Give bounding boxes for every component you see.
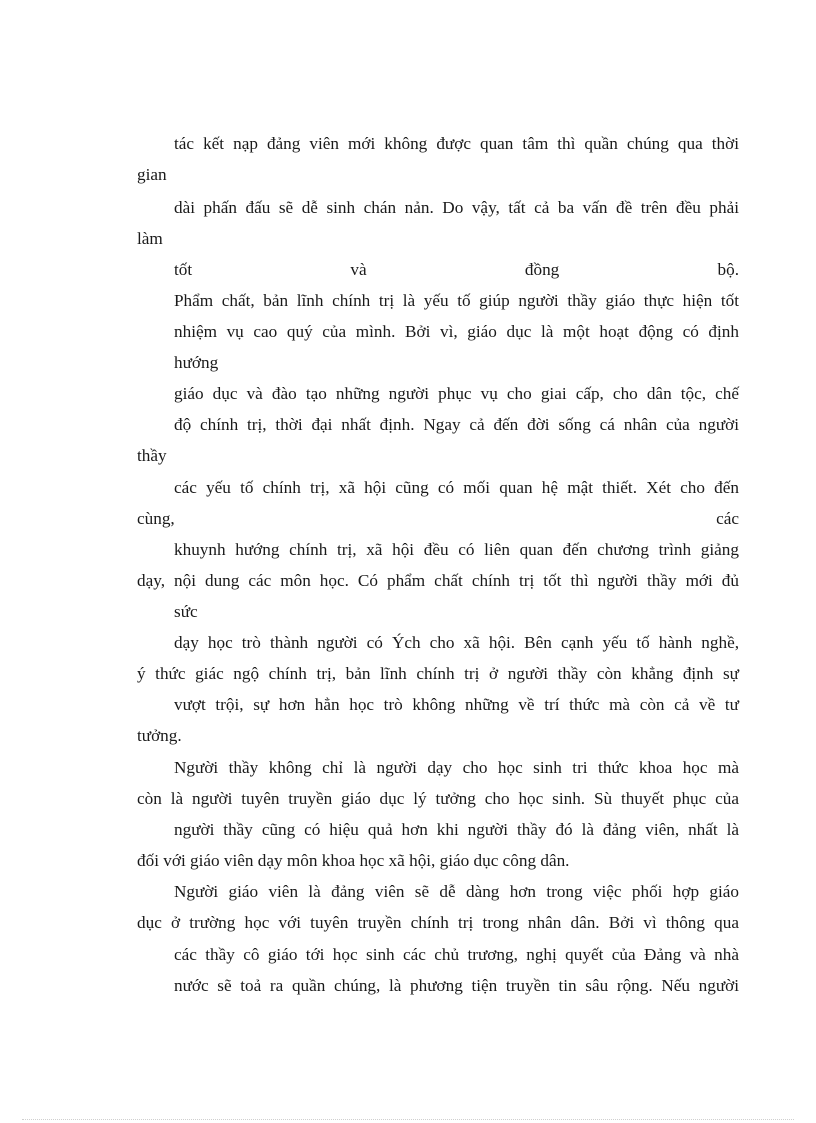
page-bottom-divider — [22, 1119, 794, 1120]
text-line: hướng — [174, 353, 219, 372]
text-line: thầy — [137, 446, 167, 465]
text-line: tốt và đồng bộ. — [174, 260, 739, 279]
text-line: dạy học trò thành người có Ých cho xã hội. Bên cạnh yếu tố hành nghề, — [174, 633, 739, 652]
text-line: khuynh hướng chính trị, xã hội đều có liên quan đến chương trình giảng — [174, 540, 739, 559]
text-line: gian — [137, 165, 167, 184]
text-line: Người thầy không chỉ là người dạy cho học sinh tri thức khoa học mà — [174, 758, 739, 777]
text-line: đối với giáo viên dạy môn khoa học xã hội, giáo dục công dân. — [137, 851, 570, 870]
text-line: nước sẽ toả ra quần chúng, là phương tiện truyền tin sâu rộng. Nếu người — [174, 976, 739, 995]
text-line: vượt trội, sự hơn hẳn học trò không những về trí thức mà còn cả về tư — [174, 695, 739, 714]
text-line: giáo dục và đào tạo những người phục vụ cho giai cấp, cho dân tộc, chế — [174, 384, 739, 403]
text-line: còn là người tuyên truyền giáo dục lý tưởng cho học sinh. Sù thuyết phục của — [137, 789, 739, 808]
text-line: làm — [137, 229, 163, 248]
text-line: các thầy cô giáo tới học sinh các chủ trương, nghị quyết của Đảng và nhà — [174, 945, 739, 964]
text-line: Phẩm chất, bản lĩnh chính trị là yếu tố giúp người thầy giáo thực hiện tốt — [174, 291, 739, 310]
text-line: sức — [174, 602, 198, 621]
text-line: tác kết nạp đảng viên mới không được quan tâm thì quần chúng qua thời — [174, 134, 739, 153]
text-line: dài phấn đấu sẽ dễ sinh chán nản. Do vậy, tất cả ba vấn đề trên đều phải — [174, 198, 739, 217]
text-line: người thầy cũng có hiệu quả hơn khi người thầy đó là đảng viên, nhất là — [174, 820, 739, 839]
text-line: dạy, nội dung các môn học. Có phẩm chất chính trị tốt thì người thầy mới đủ — [137, 571, 739, 590]
text-line: Người giáo viên là đảng viên sẽ dễ dàng hơn trong việc phối hợp giáo — [174, 882, 739, 901]
text-line: tưởng. — [137, 726, 182, 745]
text-line: các yếu tố chính trị, xã hội cũng có mối quan hệ mật thiết. Xét cho đến — [174, 478, 739, 497]
text-line: độ chính trị, thời đại nhất định. Ngay cả đến đời sống cá nhân của người — [174, 415, 739, 434]
text-line: ý thức giác ngộ chính trị, bản lĩnh chính trị ở người thầy còn khẳng định sự — [137, 664, 739, 683]
text-line: dục ở trường học với tuyên truyền chính trị trong nhân dân. Bởi vì thông qua — [137, 913, 739, 932]
text-line: cùng, các — [137, 509, 739, 528]
text-line: nhiệm vụ cao quý của mình. Bởi vì, giáo dục là một hoạt động có định — [174, 322, 739, 341]
